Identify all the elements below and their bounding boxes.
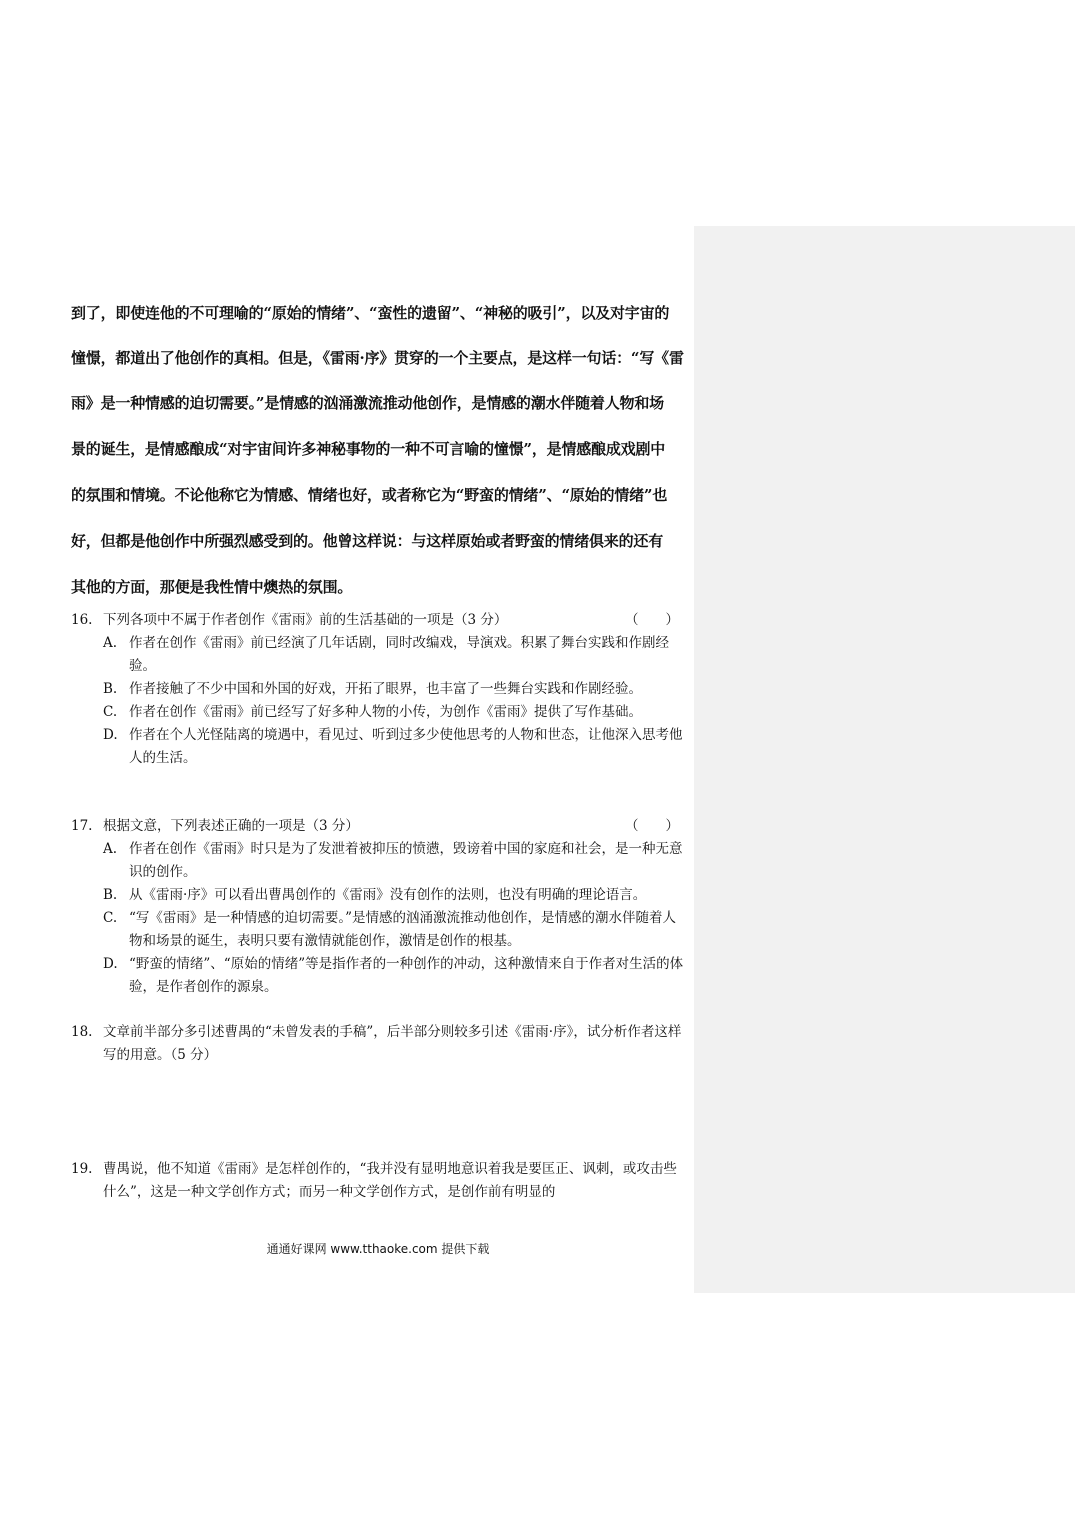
passage-line: 的氛围和情境。不论他称它为情感、情绪也好，或者称它为“野蛮的情绪”、“原始的情绪”也	[71, 486, 668, 504]
option-c: C. 作者在创作《雷雨》前已经写了好多种人物的小传，为创作《雷雨》提供了写作基础。	[103, 704, 642, 720]
option-a: A. 作者在创作《雷雨》前已经演了几年话剧，同时改编戏，导演戏。积累了舞台实践和作剧经验。	[103, 635, 669, 674]
question-number: 18.	[71, 1024, 93, 1040]
question-stem: 曹禺说，他不知道《雷雨》是怎样创作的，“我并没有显明地意识着我是要匡正、讽刺，或攻击些什么”，这是一种文学创作方式；而另一种文学创作方式，是创作前有明显的	[103, 1161, 677, 1200]
answer-parentheses: （ ）	[625, 612, 679, 628]
question-stem: 下列各项中不属于作者创作《雷雨》前的生活基础的一项是（3 分）	[103, 612, 508, 628]
passage-line: 好，但都是他创作中所强烈感受到的。他曾这样说：与这样原始或者野蛮的情绪俱来的还有	[71, 532, 664, 550]
comment-pane	[694, 226, 1075, 1293]
question-18	[71, 1021, 687, 1067]
question-number: 17.	[71, 818, 93, 834]
option-d: D. 作者在个人光怪陆离的境遇中，看见过、听到过多少使他思考的人物和世态，让他深入思考他人的生活。	[103, 727, 683, 766]
passage-line: 景的诞生，是情感酿成“对宇宙间许多神秘事物的一种不可言喻的憧憬”，是情感酿成戏剧中	[71, 440, 666, 458]
page-footer: 通通好课网 www.tthaoke.com 提供下载	[266, 1242, 490, 1256]
answer-parentheses: （ ）	[625, 818, 679, 834]
passage-line: 憧憬，都道出了他创作的真相。但是，《雷雨·序》贯穿的一个主要点，是这样一句话：“写《雷	[71, 349, 684, 367]
passage-line: 到了，即使连他的不可理喻的“原始的情绪”、“蛮性的遗留”、“神秘的吸引”，以及对宇宙的	[71, 304, 670, 322]
option-d: D. “野蛮的情绪”、“原始的情绪”等是指作者的一种创作的冲动，这种激情来自于作者对生活的体验，是作者创作的源泉。	[103, 956, 684, 995]
passage-line: 雨》是一种情感的迫切需要。”是情感的汹涌激流推动他创作，是情感的潮水伴随着人物和场	[71, 394, 664, 412]
option-b: B. 作者接触了不少中国和外国的好戏，开拓了眼界，也丰富了一些舞台实践和作剧经验。	[103, 681, 642, 697]
passage-line: 其他的方面，那便是我性情中燠热的氛围。	[71, 578, 353, 596]
question-16	[71, 609, 687, 770]
option-b: B. 从《雷雨·序》可以看出曹禺创作的《雷雨》没有创作的法则，也没有明确的理论语言。	[103, 887, 647, 903]
question-stem: 文章前半部分多引述曹禺的“未曾发表的手稿”，后半部分则较多引述《雷雨·序》，试分析作者这样写的用意。（5 分）	[103, 1024, 682, 1063]
question-17	[71, 815, 687, 999]
question-19	[71, 1158, 687, 1204]
question-number: 16.	[71, 612, 93, 628]
question-stem: 根据文意，下列表述正确的一项是（3 分）	[103, 818, 359, 834]
option-a: A. 作者在创作《雷雨》时只是为了发泄着被抑压的愤懑，毁谤着中国的家庭和社会，是一种无意识的创作。	[103, 841, 683, 880]
option-c: C. “写《雷雨》是一种情感的迫切需要。”是情感的汹涌激流推动他创作，是情感的潮水伴随着人物和场景的诞生，表明只要有激情就能创作，激情是创作的根基。	[103, 910, 677, 949]
question-number: 19.	[71, 1161, 93, 1177]
